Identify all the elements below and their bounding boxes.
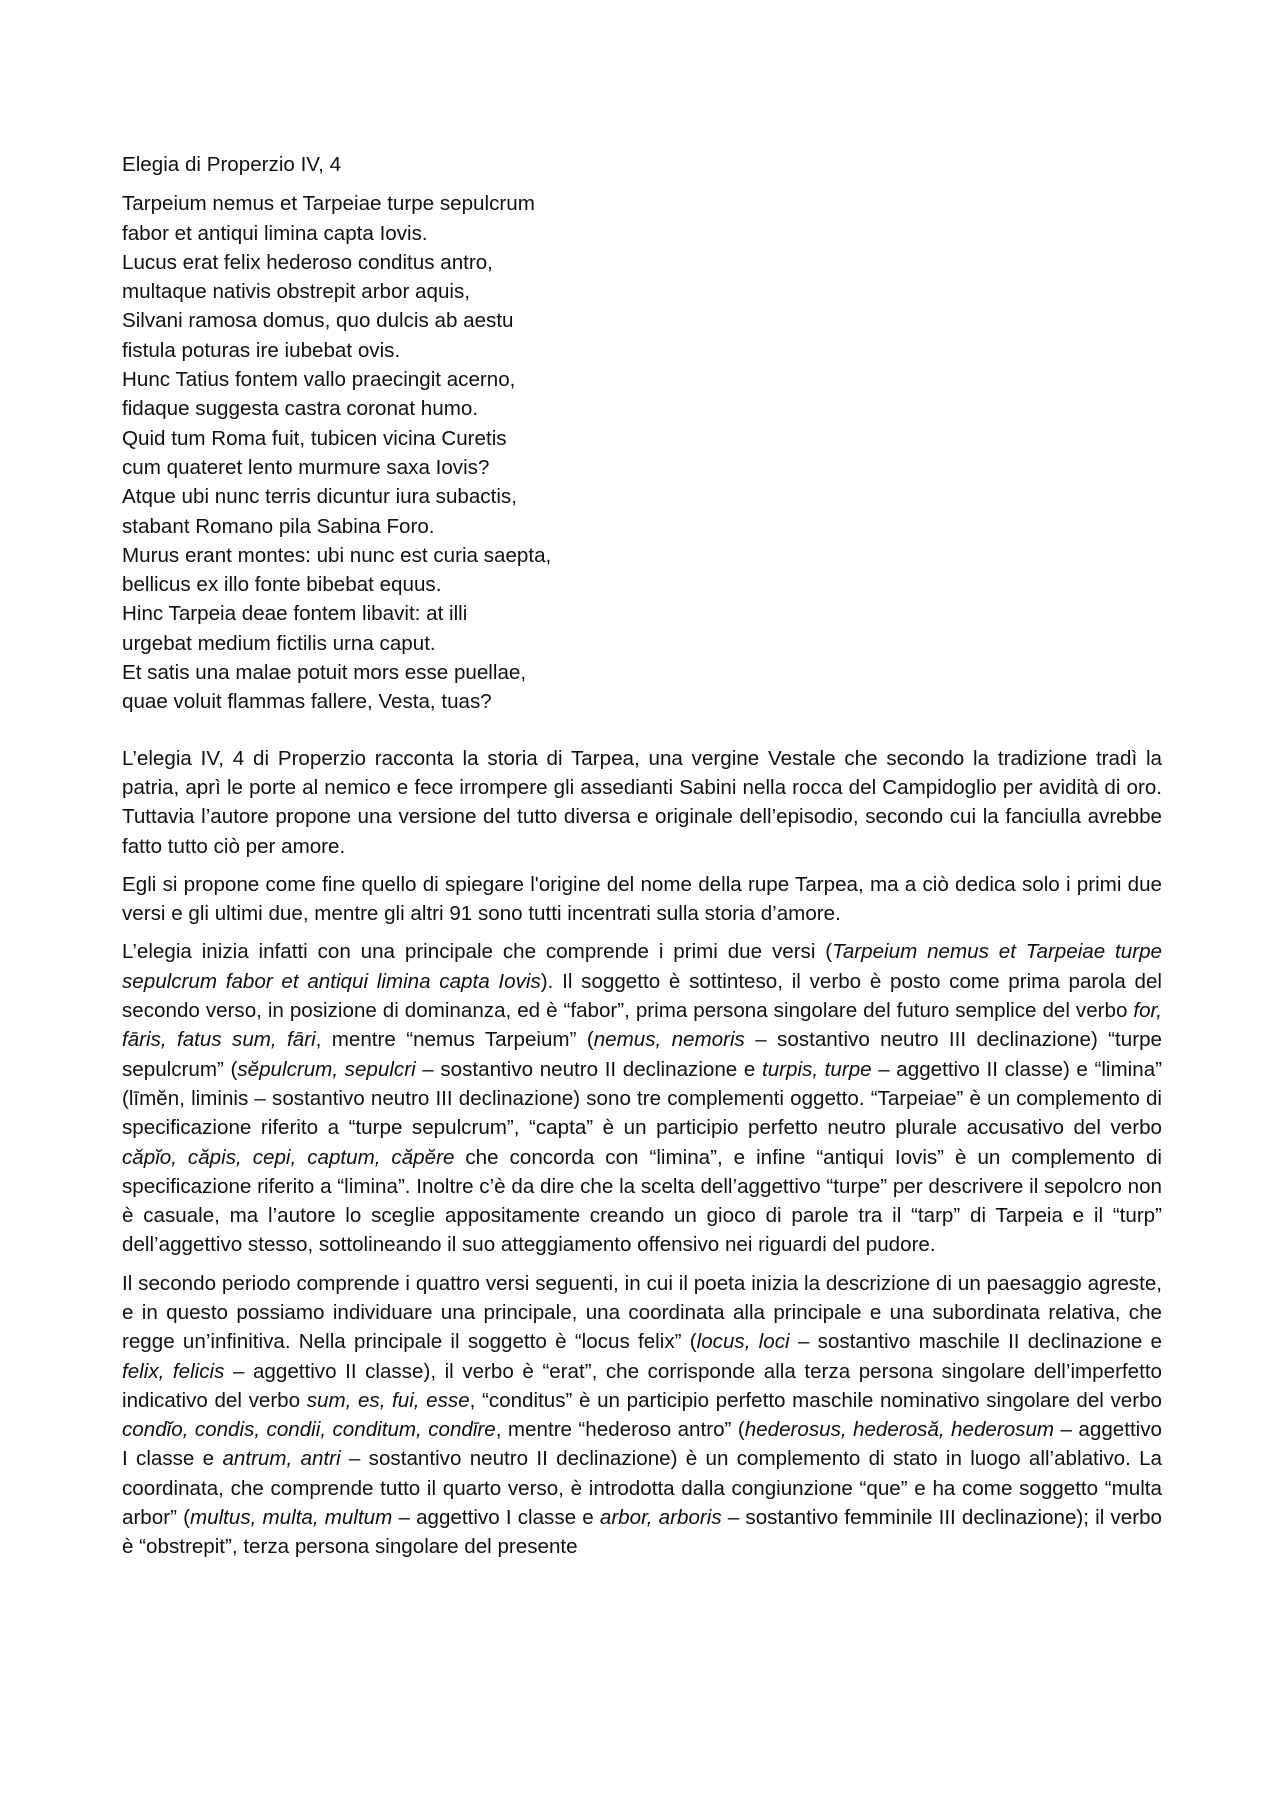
paragraph-text: ). Il soggetto è sottinteso, il verbo è posto come prima parola del secondo verso, in posizione di dominanza, ed è “fabor”, prima persona singolare del futuro semplice del verbo (122, 969, 1162, 1023)
italic-term: antrum, antri (222, 1447, 341, 1471)
poem-line: cum quateret lento murmure saxa Iovis? (122, 455, 490, 479)
italic-term: sum, es, fui, esse (306, 1388, 470, 1412)
poem-line: Hunc Tatius fontem vallo praecingit acerno, (122, 368, 516, 392)
poem-line: Murus erant montes: ubi nunc est curia saepta, (122, 543, 552, 567)
poem-line: urgebat medium fictilis urna caput. (122, 631, 436, 655)
poem-line: stabant Romano pila Sabina Foro. (122, 514, 435, 538)
paragraph-text: , mentre “hederoso antro” ( (495, 1418, 745, 1442)
poem-line: quae voluit flammas fallere, Vesta, tuas? (122, 690, 492, 714)
paragraph-text: – aggettivo I classe e (392, 1506, 600, 1530)
poem-line: Tarpeium nemus et Tarpeiae turpe sepulcrum (122, 192, 535, 216)
body-paragraph (122, 744, 1162, 861)
paragraph-text: – sostantivo neutro II declinazione) è un complemento di stato in luogo all’ablativo. La coordinata, che comprende tutto il quarto verso, è introdotta dalla congiunzione “que” e ha come soggetto “multa arbor” ( (122, 1447, 1162, 1530)
document-title: Elegia di Properzio IV, 4 (122, 153, 342, 176)
poem-line: Silvani ramosa domus, quo dulcis ab aestu (122, 309, 514, 333)
italic-term: sĕpulcrum, sepulcri (237, 1057, 416, 1081)
paragraph-text: – aggettivo II classe), il verbo è “erat”, che corrisponde alla terza persona singolare dell’imperfetto indicativo del verbo (122, 1359, 1163, 1412)
body-paragraph (122, 870, 1162, 929)
poem-line: fabor et antiqui limina capta Iovis. (122, 221, 428, 245)
italic-term: turpis, turpe (761, 1057, 872, 1081)
poem-line: fistula poturas ire iubebat ovis. (122, 338, 401, 362)
poem-line: Et satis una malae potuit mors esse puellae, (122, 661, 527, 685)
paragraph-text: , “conditus” è un participio perfetto maschile nominativo singolare del verbo (469, 1388, 1163, 1412)
poem-line: multaque nativis obstrepit arbor aquis, (122, 280, 470, 304)
paragraph-text: – aggettivo II classe) e “limina” (līmĕn, liminis – sostantivo neutro III declinazione) sono tre complementi oggetto. “Tarpeiae” è un complemento di specificazione riferito a “turpe sepulcrum”, “capta” è un participio perfetto neutro plurale accusativo del verbo (122, 1057, 1163, 1140)
poem-block (122, 189, 1162, 716)
italic-term: arbor, arboris (599, 1506, 722, 1530)
body-paragraph (122, 1269, 1162, 1562)
italic-term: condĭo, condis, condii, conditum, condīre (122, 1418, 496, 1442)
poem-line: Lucus erat felix hederoso conditus antro, (122, 250, 493, 274)
poem-line: Hinc Tarpeia deae fontem libavit: at illi (122, 602, 468, 626)
paragraph-text: – aggettivo I classe e (122, 1418, 1162, 1471)
poem-line: Quid tum Roma fuit, tubicen vicina Curetis (122, 426, 507, 450)
italic-term: Tarpeium nemus et Tarpeiae turpe sepulcrum fabor et antiqui limina capta Iovis (122, 940, 1162, 993)
paragraph-text: – sostantivo maschile II declinazione e (789, 1330, 1163, 1354)
paragraph-text: , mentre “nemus Tarpeium” ( (315, 1028, 594, 1052)
paragraph-text: Egli si propone come fine quello di spiegare l'origine del nome della rupe Tarpea, ma a ciò dedica solo i primi due versi e gli ultimi due, mentre gli altri 91 sono tutti incentrati sulla storia d’amore. (122, 872, 1162, 926)
paragraph-text: che concorda con “limina”, e infine “antiqui Iovis” è un complemento di specificazione riferito a “limina”. Inoltre c’è da dire che la scelta dell’aggettivo “turpe” per descrivere il sepolcro non è casuale, ma l’autore lo sceglie appositamente creando un gioco di parole tra il “tarp” di Tarpeia e il “turp” dell’aggettivo stesso, sottolineando il suo atteggiamento offensivo nei riguardi del pudore. (122, 1145, 1162, 1257)
paragraph-text: L’elegia inizia infatti con una principale che comprende i primi due versi ( (122, 940, 833, 964)
italic-term: multus, multa, multum (189, 1506, 393, 1530)
poem-line: bellicus ex illo fonte bibebat equus. (122, 573, 442, 597)
paragraph-text: – sostantivo neutro II declinazione e (415, 1057, 762, 1081)
paragraph-text: Il secondo periodo comprende i quattro versi seguenti, in cui il poeta inizia la descrizione di un paesaggio agreste, e in questo possiamo individuare una principale, una coordinata alla principale e una subordinata relativa, che regge un’infinitiva. Nella principale il soggetto è “locus felix” ( (122, 1271, 1162, 1354)
italic-term: for, fāris, fatus sum, fāri (122, 999, 1162, 1052)
italic-term: căpĭo, căpis, cepi, captum, căpĕre (122, 1145, 455, 1169)
paragraph-text: – sostantivo femminile III declinazione); il verbo è “obstrepit”, terza persona singolare del presente (122, 1506, 1162, 1559)
commentary-body (122, 744, 1162, 1562)
poem-line: fidaque suggesta castra coronat humo. (122, 397, 479, 421)
body-paragraph (122, 937, 1162, 1259)
italic-term: felix, felicis (122, 1359, 225, 1383)
document-page (122, 150, 1162, 1571)
italic-term: locus, loci (696, 1330, 790, 1354)
italic-term: nemus, nemoris (593, 1028, 745, 1052)
paragraph-text: L’elegia IV, 4 di Properzio racconta la storia di Tarpea, una vergine Vestale che secondo la tradizione tradì la patria, aprì le porte al nemico e fece irrompere gli assedianti Sabini nella rocca del Campidoglio per avidità di oro. Tuttavia l’autore propone una versione del tutto diversa e originale dell’episodio, secondo cui la fanciulla avrebbe fatto tutto ciò per amore. (122, 746, 1162, 858)
italic-term: hederosus, hederosă, hederosum (744, 1418, 1055, 1442)
poem-line: Atque ubi nunc terris dicuntur iura subactis, (122, 485, 517, 509)
paragraph-text: – sostantivo neutro III declinazione) “turpe sepulcrum” ( (122, 1028, 1162, 1081)
